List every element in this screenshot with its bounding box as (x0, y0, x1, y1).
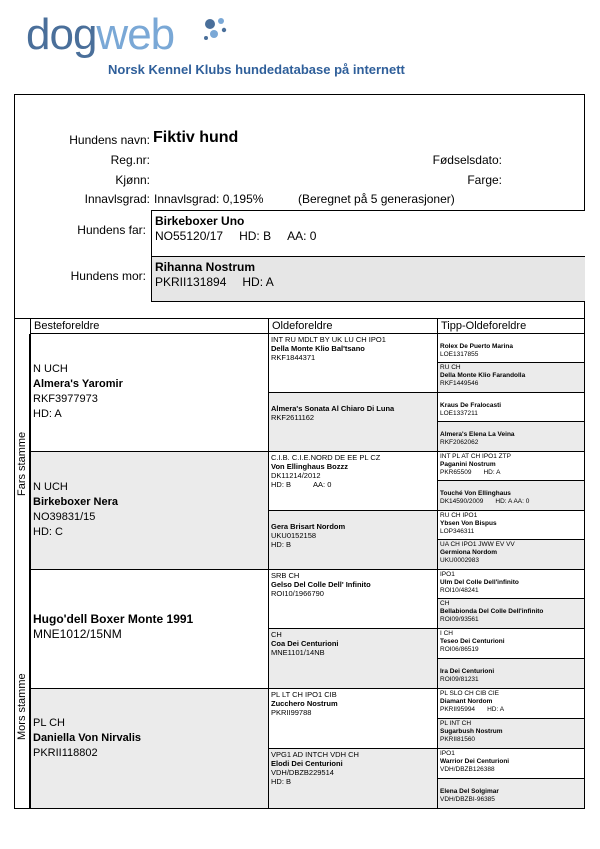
great-grandparent-cell (268, 570, 437, 629)
logo-wordmark (26, 10, 174, 60)
grandparent-hd: HD: C (33, 526, 63, 538)
great-great-grandparent-cell (437, 334, 584, 363)
great-grandparent-cell (268, 749, 437, 809)
great-great-grandparent-cell (437, 749, 584, 779)
ggp-name: Kraus De Fralocasti (440, 402, 502, 409)
great-grandparent-title: CH (271, 630, 282, 639)
great-great-grandparent-cell (437, 599, 584, 629)
father-name: Birkeboxer Uno (155, 214, 245, 228)
great-grandparent-title: VPG1 AD INTCH VDH CH (271, 750, 359, 759)
great-grandparent-reg: MNE1101/14NB (271, 648, 325, 657)
ggp-title: RU CH (440, 364, 461, 371)
great-grandparent-title: C.I.B. C.I.E.NORD DE EE PL CZ (271, 453, 381, 462)
great-grandparent-title: INT RU MDLT BY UK LU CH IPO1 (271, 335, 386, 344)
ggp-reg: UKU0002983 (440, 557, 480, 564)
great-grandparent-title: SRB CH (271, 571, 300, 580)
great-grandparent-cell (268, 334, 437, 393)
grandparent-title: N UCH (33, 363, 68, 375)
great-grandparent-cell (268, 393, 437, 452)
father-aa: AA: 0 (287, 229, 317, 243)
great-grandparent-name: Coa Dei Centurioni (271, 639, 339, 648)
great-great-grandparent-cell (437, 570, 584, 599)
ggp-name: Touché Von Ellinghaus (440, 490, 511, 497)
grandparent-name: Daniella Von Nirvalis (33, 732, 142, 744)
grandparent-name: Almera's Yaromir (33, 378, 123, 390)
great-grandparent-reg: RKF1844371 (271, 353, 316, 362)
ggp-name: Teseo Dei Centurioni (440, 638, 505, 645)
great-great-grandparent-cell (437, 659, 584, 689)
inbreeding-value: Innavlsgrad: 0,195% (154, 192, 264, 206)
great-great-grandparent-cell (437, 511, 584, 540)
ggp-name: Warrior Dei Centurioni (440, 758, 510, 765)
great-grandparent-hd: HD: B (271, 480, 292, 489)
ggp-title: IPO1 (440, 750, 455, 757)
great-grandparent-cell (268, 452, 437, 511)
side-mother-line (15, 570, 30, 809)
pedigree-table (15, 318, 584, 808)
logo-tagline: Norsk Kennel Klubs hundedatabase på internett (108, 62, 405, 77)
ggp-reg: LOE1337211 (440, 410, 478, 417)
grandparent-name: Hugo'dell Boxer Monte 1991 (33, 612, 194, 626)
great-grandparent-name: Von Ellinghaus Bozzz (271, 462, 348, 471)
ggp-title: CH (440, 600, 450, 607)
great-great-grandparent-cell (437, 540, 584, 570)
birth-date-label: Fødselsdato: (432, 153, 502, 167)
ggp-name: Sugarbush Nostrum (440, 728, 503, 735)
father-box (151, 210, 585, 256)
ggp-name: Paganini Nostrum (440, 461, 496, 468)
grandparent-cell (30, 334, 268, 452)
mother-hd: HD: A (242, 275, 274, 289)
header-great-great-grandparents: Tipp-Oldeforeldre (437, 319, 584, 334)
ggp-reg: VDH/DBZBI-96385 (440, 796, 495, 803)
mother-reg: PKRII131894 (155, 275, 227, 289)
ggp-title: I CH (440, 630, 453, 637)
grandparent-reg: PKRII118802 (33, 747, 98, 759)
grandparent-title: N UCH (33, 481, 68, 493)
grandparent-reg: NO39831/15 (33, 511, 96, 523)
sex-label: Kjønn: (115, 173, 150, 187)
ggp-hd: HD: A (483, 469, 501, 476)
grandparent-name: Birkeboxer Nera (33, 496, 118, 508)
ggp-title: UA CH IPO1 JWW EV VV (440, 541, 515, 548)
grandparent-reg: MNE1012/15NM (33, 627, 122, 641)
paw-dots-icon (202, 16, 250, 52)
ggp-hd: HD: A AA: 0 (495, 498, 530, 505)
ggp-name: Bellabionda Del Colle Dell'infinito (440, 608, 544, 615)
pedigree-document (14, 94, 585, 809)
great-grandparent-reg: UKU0152158 (271, 531, 317, 540)
great-grandparent-reg: DK11214/2012 (271, 471, 321, 480)
great-grandparent-cell (268, 689, 437, 749)
great-great-grandparent-cell (437, 779, 584, 809)
great-great-grandparent-cell (437, 452, 584, 481)
grandparent-cell (30, 452, 268, 570)
great-grandparent-name: Zucchero Nostrum (271, 699, 338, 708)
ggp-name: Della Monte Klio Farandolla (440, 372, 526, 379)
ggp-name: Ira Dei Centurioni (440, 668, 495, 675)
ggp-reg: LOE1317855 (440, 351, 479, 358)
logo-word-dog: dog (26, 10, 97, 59)
ggp-reg: ROI10/48241 (440, 587, 479, 594)
ggp-title: PL INT CH (440, 720, 472, 727)
ggp-reg: PKRII81560 (440, 736, 476, 743)
ggp-title: IPO1 (440, 571, 455, 578)
great-grandparent-reg: VDH/DBZB229514 (271, 768, 334, 777)
color-label: Farge: (467, 173, 502, 187)
great-grandparent-title: PL LT CH IPO1 CIB (271, 690, 337, 699)
reg-label: Reg.nr: (110, 153, 150, 167)
great-great-grandparent-cell (437, 422, 584, 452)
great-grandparent-hd: HD: B (271, 540, 292, 549)
side-label-father: Fars stamme (16, 431, 28, 496)
great-great-grandparent-cell (437, 393, 584, 422)
dogweb-logo (26, 10, 446, 77)
grandparent-cell (30, 570, 268, 689)
ggp-reg: PKR65509 (440, 469, 472, 476)
header-great-grandparents: Oldeforeldre (268, 319, 437, 334)
ggp-reg: ROI09/81231 (440, 676, 479, 683)
grandparent-reg: RKF3977973 (33, 393, 98, 405)
ggp-name: Ybsen Von Bispus (440, 520, 497, 527)
ggp-name: Diamant Nordom (440, 698, 493, 705)
ggp-name: Germiona Nordom (440, 549, 498, 556)
ggp-reg: RKF2062062 (440, 439, 479, 446)
ggp-name: Elena Del Solgimar (440, 788, 499, 795)
father-reg: NO55120/17 (155, 229, 224, 243)
great-grandparent-hd: HD: B (271, 777, 292, 786)
side-label-mother: Mors stamme (16, 673, 28, 740)
grandparent-cell (30, 689, 268, 809)
ggp-reg: RKF1449546 (440, 380, 479, 387)
ggp-reg: DK14590/2009 (440, 498, 484, 505)
side-father-line (15, 334, 30, 570)
mother-name: Rihanna Nostrum (155, 260, 256, 274)
great-grandparent-name: Gelso Del Colle Dell' Infinito (271, 580, 371, 589)
ggp-hd: HD: A (487, 706, 505, 713)
inbreeding-label: Innavlsgrad: (84, 192, 150, 206)
great-grandparent-name: Almera's Sonata Al Chiaro Di Luna (271, 404, 395, 413)
ggp-title: PL SLO CH CIB CIE (440, 690, 499, 697)
great-great-grandparent-cell (437, 719, 584, 749)
mother-label: Hundens mor: (70, 269, 146, 283)
grandparent-title: PL CH (33, 717, 65, 729)
great-grandparent-aa: AA: 0 (313, 480, 332, 489)
ggp-reg: ROI06/86519 (440, 646, 479, 653)
dog-name: Fiktiv hund (153, 129, 239, 146)
father-hd: HD: B (239, 229, 272, 243)
ggp-reg: LOP346311 (440, 528, 475, 535)
great-great-grandparent-cell (437, 481, 584, 511)
ggp-title: INT PL AT CH IPO1 ZTP (440, 453, 511, 460)
ggp-name: Ulm Del Colle Dell'infinito (440, 579, 519, 586)
great-grandparent-name: Gera Brisart Nordom (271, 522, 346, 531)
ggp-name: Almera's Elena La Veina (440, 431, 515, 438)
grandparent-hd: HD: A (33, 408, 62, 420)
great-great-grandparent-cell (437, 629, 584, 659)
ggp-reg: ROI09/93561 (440, 616, 479, 623)
great-great-grandparent-cell (437, 689, 584, 719)
great-grandparent-reg: PKRII99788 (271, 708, 312, 717)
header-grandparents: Besteforeldre (30, 319, 268, 334)
ggp-title: RU CH IPO1 (440, 512, 478, 519)
ggp-name: Rolex De Puerto Marina (440, 343, 513, 350)
ggp-reg: VDH/DBZB126388 (440, 766, 495, 773)
great-grandparent-reg: RKF2611162 (271, 413, 315, 422)
great-grandparent-cell (268, 629, 437, 689)
great-grandparent-cell (268, 511, 437, 570)
father-label: Hundens far: (77, 223, 146, 237)
great-grandparent-name: Elodi Dei Centurioni (271, 759, 343, 768)
dog-name-label: Hundens navn: (69, 133, 150, 147)
great-grandparent-reg: ROI10/1966790 (271, 589, 324, 598)
great-grandparent-name: Della Monte Klio Bal'tsano (271, 344, 365, 353)
great-great-grandparent-cell (437, 363, 584, 393)
mother-box (151, 256, 585, 302)
ggp-reg: PKRII95994 (440, 706, 476, 713)
inbreeding-note: (Beregnet på 5 generasjoner) (298, 192, 455, 206)
logo-word-web: web (96, 10, 175, 59)
